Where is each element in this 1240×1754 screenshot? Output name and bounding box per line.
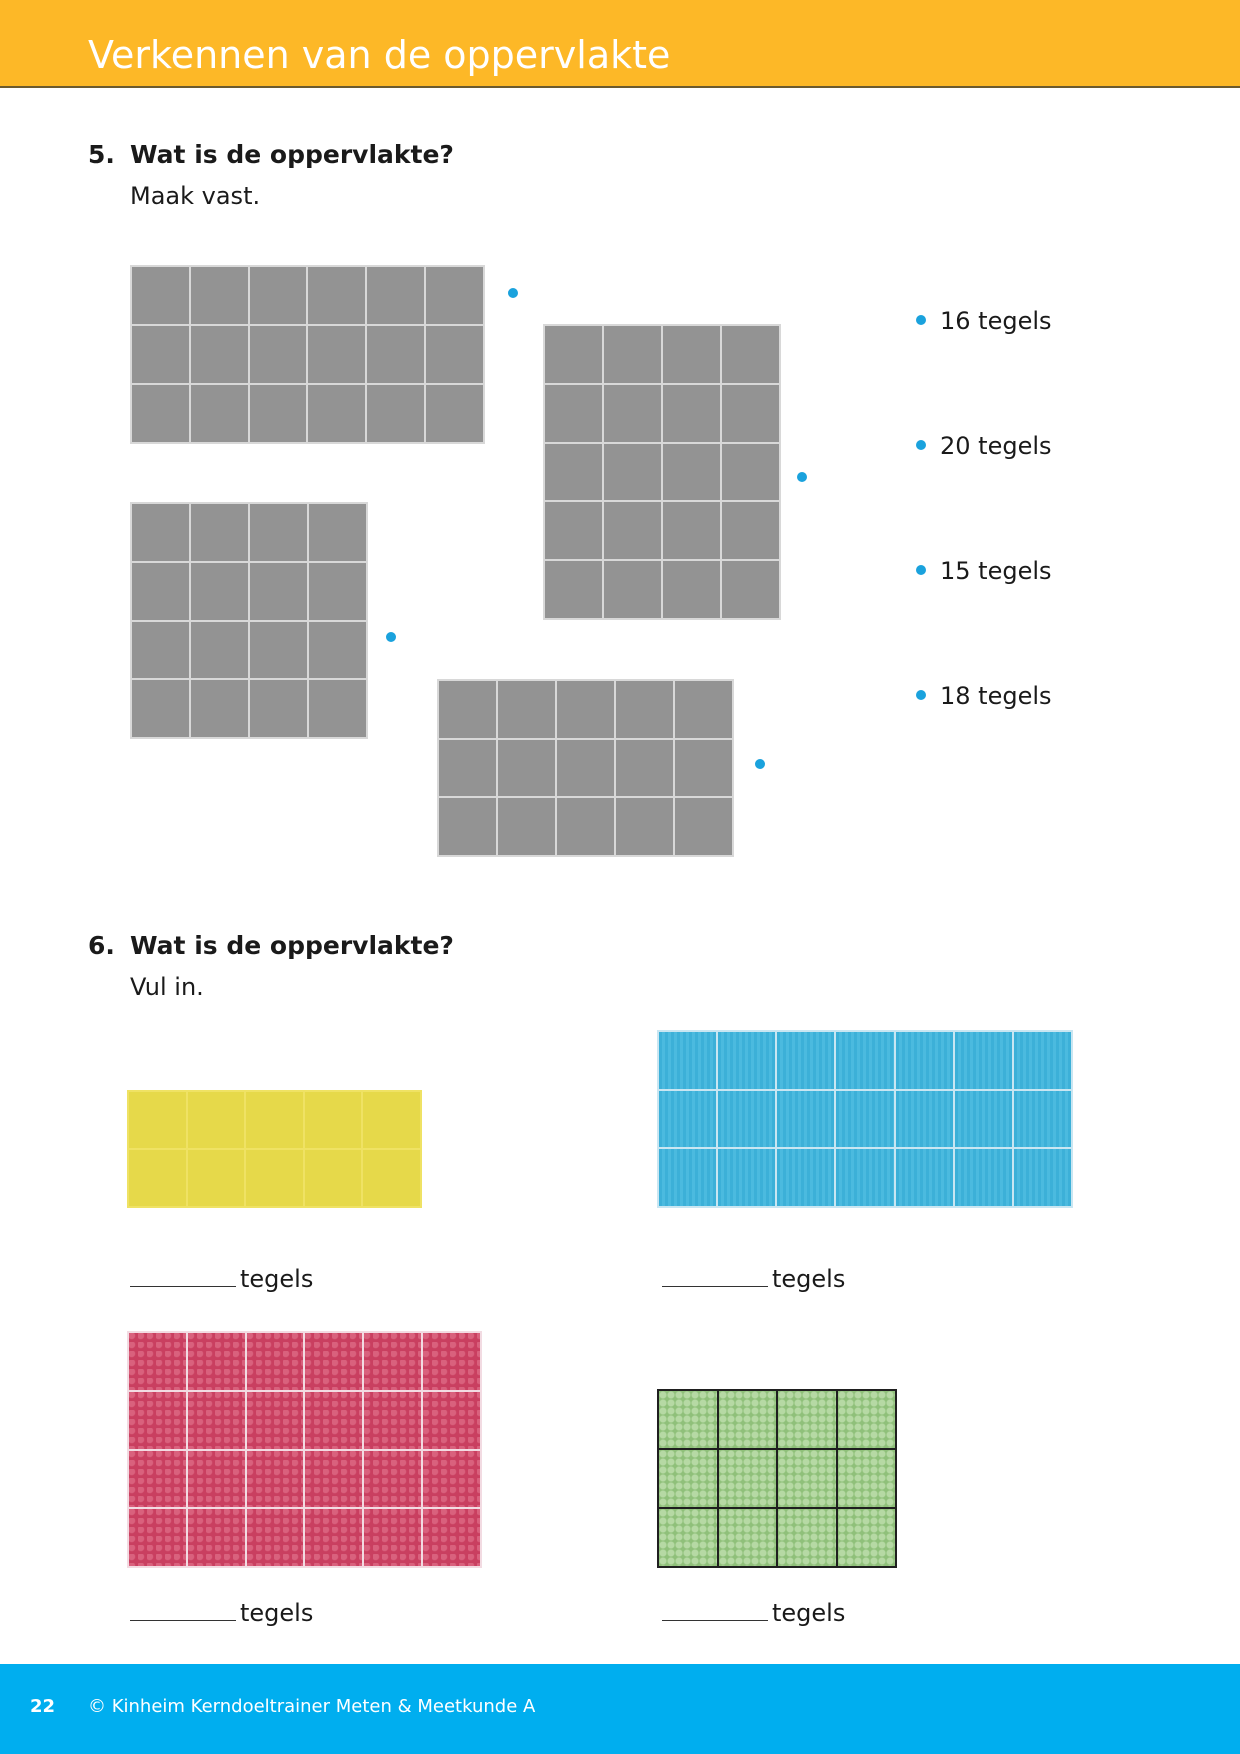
tile	[545, 385, 602, 442]
tile	[367, 326, 424, 383]
tile	[838, 1509, 896, 1566]
tile	[1014, 1149, 1071, 1206]
tile	[616, 681, 673, 738]
tile	[129, 1392, 186, 1449]
q5-grid-b-connector-dot[interactable]	[797, 472, 807, 482]
tile	[247, 1451, 304, 1508]
tile	[659, 1032, 716, 1089]
tile	[364, 1392, 421, 1449]
q6-number: 6.	[88, 931, 115, 960]
q6-answer-yellow	[130, 1266, 313, 1291]
tile	[250, 504, 307, 561]
tile	[722, 444, 779, 501]
tile	[364, 1333, 421, 1390]
tile	[246, 1150, 303, 1206]
tile	[616, 740, 673, 797]
answer-blank[interactable]	[662, 1600, 768, 1621]
tile	[129, 1451, 186, 1508]
tile	[129, 1509, 186, 1566]
tile	[305, 1150, 362, 1206]
tile	[426, 326, 483, 383]
tile	[675, 681, 732, 738]
tile	[1014, 1091, 1071, 1148]
tile	[896, 1032, 953, 1089]
tile	[129, 1092, 186, 1148]
tile	[722, 326, 779, 383]
answer-blank[interactable]	[130, 1600, 236, 1621]
tile	[363, 1150, 420, 1206]
tile	[498, 798, 555, 855]
tile	[423, 1333, 480, 1390]
tile	[719, 1391, 777, 1448]
tile	[663, 561, 720, 618]
tile	[305, 1451, 362, 1508]
tile	[659, 1149, 716, 1206]
tile	[426, 385, 483, 442]
tile	[363, 1092, 420, 1148]
tile	[1014, 1032, 1071, 1089]
tile	[309, 504, 366, 561]
tile	[191, 504, 248, 561]
copyright-text: © Kinheim Kerndoeltrainer Meten & Meetkunde A	[88, 1696, 536, 1717]
tile	[247, 1392, 304, 1449]
option-bullet-dot[interactable]	[916, 690, 926, 700]
tile	[191, 385, 248, 442]
tile	[305, 1509, 362, 1566]
q5-instruction: Maak vast.	[130, 182, 261, 210]
q6-grid-pink	[127, 1331, 482, 1568]
tile	[188, 1092, 245, 1148]
q5-grid-d-connector-dot[interactable]	[755, 759, 765, 769]
tile	[659, 1091, 716, 1148]
q5-option-4-label: 18 tegels	[940, 682, 1052, 710]
tile	[308, 326, 365, 383]
tile	[191, 563, 248, 620]
tile	[305, 1333, 362, 1390]
q5-grid-d	[437, 679, 734, 857]
tile	[132, 267, 189, 324]
tile	[675, 740, 732, 797]
q5-option-4[interactable]	[916, 684, 1052, 708]
tile	[305, 1092, 362, 1148]
tile	[545, 444, 602, 501]
tile	[305, 1392, 362, 1449]
tile	[955, 1149, 1012, 1206]
tile	[557, 681, 614, 738]
tile	[309, 622, 366, 679]
tile	[778, 1391, 836, 1448]
tile	[659, 1391, 717, 1448]
tile	[308, 385, 365, 442]
tile	[191, 680, 248, 737]
tile	[309, 563, 366, 620]
tile	[663, 385, 720, 442]
q5-grid-c	[130, 502, 368, 739]
tile	[129, 1150, 186, 1206]
tile	[955, 1032, 1012, 1089]
tile	[498, 740, 555, 797]
tile	[132, 622, 189, 679]
q5-option-1-label: 16 tegels	[940, 307, 1052, 335]
tile	[426, 267, 483, 324]
tile	[250, 680, 307, 737]
tile	[188, 1333, 245, 1390]
page-number: 22	[30, 1696, 56, 1717]
tile	[719, 1450, 777, 1507]
tile	[309, 680, 366, 737]
tile	[132, 385, 189, 442]
tile	[132, 563, 189, 620]
q5-option-3[interactable]	[916, 559, 1052, 583]
tile	[439, 798, 496, 855]
tile	[191, 267, 248, 324]
tile	[545, 326, 602, 383]
tile	[778, 1509, 836, 1566]
tile	[191, 326, 248, 383]
tile	[129, 1333, 186, 1390]
tile	[659, 1450, 717, 1507]
tile	[659, 1509, 717, 1566]
tile	[616, 798, 673, 855]
page-header	[0, 0, 1240, 88]
tile	[250, 267, 307, 324]
tile	[777, 1149, 834, 1206]
tile	[663, 326, 720, 383]
tile	[604, 385, 661, 442]
tile	[722, 385, 779, 442]
tile	[557, 740, 614, 797]
answer-unit: tegels	[772, 1599, 846, 1627]
tile	[896, 1149, 953, 1206]
q5-option-2[interactable]	[916, 434, 1052, 458]
q5-grid-a	[130, 265, 485, 444]
tile	[364, 1451, 421, 1508]
answer-unit: tegels	[240, 1265, 314, 1293]
tile	[246, 1092, 303, 1148]
tile	[188, 1392, 245, 1449]
q5-title: Wat is de oppervlakte?	[130, 140, 454, 169]
tile	[675, 798, 732, 855]
q5-option-1[interactable]	[916, 309, 1052, 333]
q6-answer-pink	[130, 1600, 313, 1625]
answer-unit: tegels	[240, 1599, 314, 1627]
tile	[132, 680, 189, 737]
q6-grid-blue	[657, 1030, 1073, 1208]
q6-title: Wat is de oppervlakte?	[130, 931, 454, 960]
tile	[955, 1091, 1012, 1148]
tile	[367, 267, 424, 324]
tile	[836, 1091, 893, 1148]
tile	[423, 1451, 480, 1508]
tile	[439, 681, 496, 738]
tile	[777, 1091, 834, 1148]
tile	[836, 1149, 893, 1206]
tile	[498, 681, 555, 738]
tile	[439, 740, 496, 797]
q5-option-3-label: 15 tegels	[940, 557, 1052, 585]
tile	[722, 561, 779, 618]
tile	[250, 385, 307, 442]
tile	[423, 1392, 480, 1449]
q5-grid-b	[543, 324, 781, 620]
q5-number: 5.	[88, 140, 115, 169]
tile	[718, 1032, 775, 1089]
q5-grid-a-connector-dot[interactable]	[508, 288, 518, 298]
answer-unit: tegels	[772, 1265, 846, 1293]
q6-answer-blue	[662, 1266, 845, 1291]
tile	[364, 1509, 421, 1566]
tile	[132, 504, 189, 561]
tile	[188, 1509, 245, 1566]
option-bullet-dot[interactable]	[916, 315, 926, 325]
option-bullet-dot[interactable]	[916, 565, 926, 575]
option-bullet-dot[interactable]	[916, 440, 926, 450]
tile	[777, 1032, 834, 1089]
tile	[545, 561, 602, 618]
tile	[663, 444, 720, 501]
tile	[132, 326, 189, 383]
tile	[250, 563, 307, 620]
tile	[191, 622, 248, 679]
tile	[367, 385, 424, 442]
tile	[719, 1509, 777, 1566]
tile	[557, 798, 614, 855]
page-footer	[0, 1664, 1240, 1754]
tile	[896, 1091, 953, 1148]
tile	[722, 502, 779, 559]
tile	[250, 326, 307, 383]
tile	[545, 502, 602, 559]
q5-option-2-label: 20 tegels	[940, 432, 1052, 460]
answer-blank[interactable]	[662, 1266, 768, 1287]
tile	[250, 622, 307, 679]
tile	[604, 502, 661, 559]
tile	[604, 561, 661, 618]
page-title: Verkennen van de oppervlakte	[88, 33, 671, 77]
tile	[604, 444, 661, 501]
q5-grid-c-connector-dot[interactable]	[386, 632, 396, 642]
tile	[718, 1091, 775, 1148]
answer-blank[interactable]	[130, 1266, 236, 1287]
tile	[663, 502, 720, 559]
tile	[778, 1450, 836, 1507]
tile	[308, 267, 365, 324]
q6-answer-green	[662, 1600, 845, 1625]
tile	[838, 1450, 896, 1507]
tile	[247, 1333, 304, 1390]
tile	[718, 1149, 775, 1206]
tile	[188, 1150, 245, 1206]
tile	[423, 1509, 480, 1566]
tile	[836, 1032, 893, 1089]
tile	[188, 1451, 245, 1508]
tile	[247, 1509, 304, 1566]
tile	[838, 1391, 896, 1448]
q6-instruction: Vul in.	[130, 973, 204, 1001]
tile	[604, 326, 661, 383]
q6-grid-yellow	[127, 1090, 422, 1208]
q6-grid-green	[657, 1389, 897, 1568]
